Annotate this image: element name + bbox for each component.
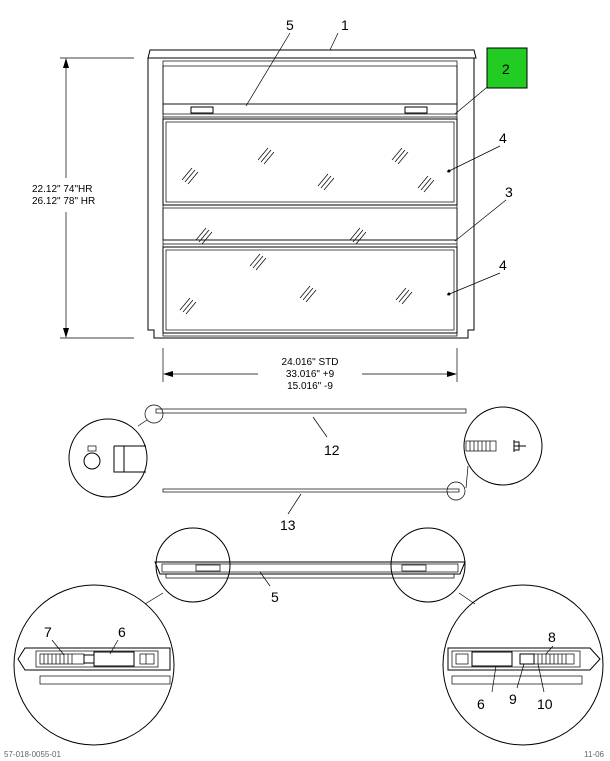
- hinge-rail-detail: [145, 528, 475, 605]
- callout-4-upper: 4: [499, 130, 507, 146]
- callout-9: 9: [509, 691, 517, 707]
- footer-code-left: 57-018-0055-01: [4, 750, 61, 759]
- upper-glass-door: [163, 119, 457, 205]
- callout-6-left: 6: [118, 624, 126, 640]
- callout-4-lower: 4: [499, 257, 507, 273]
- hinge-block-right: [405, 107, 427, 113]
- lower-glass-door: [163, 247, 457, 333]
- cabinet-front-view: [148, 33, 506, 338]
- hinge-block-left: [191, 107, 213, 113]
- callout-2: 2: [502, 61, 510, 77]
- callout-5-top: 5: [286, 17, 294, 33]
- callout-12: 12: [324, 442, 340, 458]
- middle-rail: [163, 208, 457, 240]
- top-cap: [148, 50, 476, 58]
- height-label-1: 22.12" 74"HR: [32, 184, 93, 195]
- callout-5-detail: 5: [271, 589, 279, 605]
- callout-7: 7: [44, 624, 52, 640]
- rod-12-left-detail: [69, 419, 147, 497]
- rod-13: [163, 482, 465, 533]
- callout-8: 8: [548, 629, 556, 645]
- rod-13-end-circle: [447, 482, 465, 500]
- callout-13: 13: [280, 517, 296, 533]
- width-label-3: 15.016" -9: [287, 381, 333, 392]
- width-dimension: [163, 348, 457, 392]
- right-enlarged-detail: [443, 585, 603, 745]
- width-label-2: 33.016" +9: [285, 369, 335, 380]
- callout-1: 1: [341, 17, 349, 33]
- glass-hatch-marks: [180, 148, 434, 314]
- inner-frame: [163, 61, 457, 336]
- rod-12-end-circle: [145, 405, 163, 423]
- rod-12-right-detail: [464, 407, 542, 485]
- left-enlarged-detail: [14, 585, 174, 745]
- height-label-2: 26.12" 78" HR: [32, 196, 96, 207]
- callout-6-right: 6: [477, 696, 485, 712]
- footer-code-right: 11-06: [584, 750, 604, 759]
- width-label-1: 24.016" STD: [281, 357, 339, 368]
- height-dimension: [32, 58, 134, 338]
- callout-10: 10: [537, 696, 553, 712]
- callout-3: 3: [505, 184, 513, 200]
- rod-12: [69, 405, 542, 497]
- header-panel: [163, 66, 457, 104]
